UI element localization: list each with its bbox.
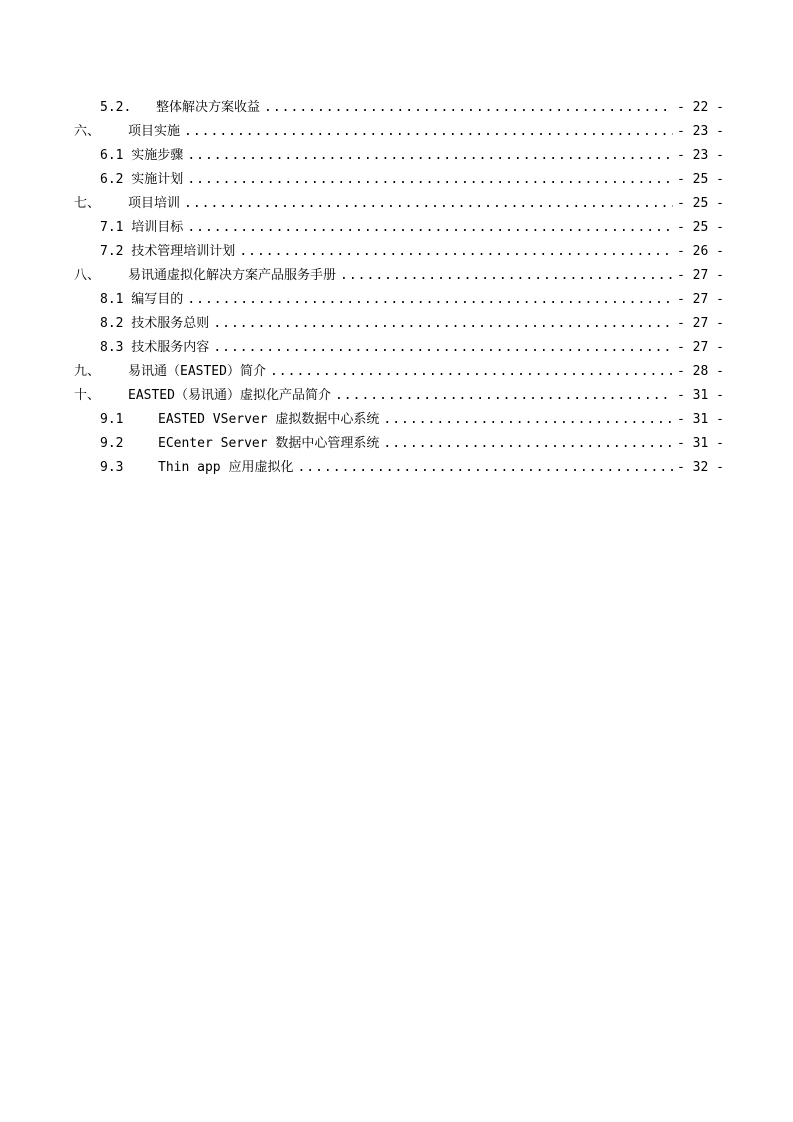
toc-entry-title: ECenter Server 数据中心管理系统 <box>158 436 380 451</box>
toc-entry-9-1[interactable] <box>74 408 724 432</box>
toc-leader-dots <box>270 360 673 384</box>
toc-leader-dots <box>239 240 673 264</box>
toc-entry-number: 9.3 <box>100 460 124 475</box>
toc-entry-title: 项目实施 <box>128 124 181 139</box>
toc-entry-title: 项目培训 <box>128 196 181 211</box>
toc-leader-dots <box>213 312 673 336</box>
toc-entry-chapter-9[interactable] <box>74 360 724 384</box>
toc-entry-page: - 27 - <box>677 292 724 307</box>
toc-entry-title: 6.2 实施计划 <box>100 172 184 187</box>
toc-entry-title: 整体解决方案收益 <box>156 100 261 115</box>
toc-leader-dots <box>340 264 673 288</box>
toc-leader-dots <box>383 408 673 432</box>
toc-entry-page: - 23 - <box>677 124 724 139</box>
toc-entry-title: EASTED VServer 虚拟数据中心系统 <box>158 412 380 427</box>
toc-entry-title: Thin app 应用虚拟化 <box>158 460 294 475</box>
toc-entry-title: 6.1 实施步骤 <box>100 148 184 163</box>
table-of-contents <box>74 96 724 480</box>
toc-entry-title: 8.1 编写目的 <box>100 292 184 307</box>
toc-entry-page: - 32 - <box>677 460 724 475</box>
toc-entry-page: - 22 - <box>677 100 724 115</box>
toc-entry-title: 7.1 培训目标 <box>100 220 184 235</box>
toc-entry-title: 8.3 技术服务内容 <box>100 340 210 355</box>
toc-entry-chapter-10[interactable] <box>74 384 724 408</box>
toc-entry-number: 九、 <box>74 364 101 379</box>
toc-leader-dots <box>187 168 673 192</box>
toc-entry-9-3[interactable] <box>74 456 724 480</box>
toc-leader-dots <box>335 384 673 408</box>
toc-entry-page: - 31 - <box>677 388 724 403</box>
toc-entry-number: 六、 <box>74 124 101 139</box>
toc-leader-dots <box>187 288 673 312</box>
toc-entry-page: - 31 - <box>677 436 724 451</box>
toc-entry-8-1[interactable] <box>74 288 724 312</box>
toc-leader-dots <box>383 432 673 456</box>
toc-entry-page: - 23 - <box>677 148 724 163</box>
toc-entry-chapter-8[interactable] <box>74 264 724 288</box>
toc-entry-5-2[interactable] <box>74 96 724 120</box>
toc-entry-9-2[interactable] <box>74 432 724 456</box>
toc-leader-dots <box>184 120 673 144</box>
toc-leader-dots <box>264 96 673 120</box>
toc-entry-title: EASTED（易讯通）虚拟化产品简介 <box>128 388 331 403</box>
toc-entry-page: - 27 - <box>677 268 724 283</box>
toc-entry-6-1[interactable] <box>74 144 724 168</box>
toc-entry-page: - 28 - <box>677 364 724 379</box>
toc-entry-7-1[interactable] <box>74 216 724 240</box>
toc-entry-title: 7.2 技术管理培训计划 <box>100 244 236 259</box>
toc-entry-page: - 25 - <box>677 220 724 235</box>
toc-leader-dots <box>187 216 673 240</box>
toc-entry-title: 易讯通虚拟化解决方案产品服务手册 <box>128 268 337 283</box>
toc-entry-chapter-6[interactable] <box>74 120 724 144</box>
toc-entry-page: - 27 - <box>677 340 724 355</box>
toc-entry-number: 十、 <box>74 388 101 403</box>
toc-entry-chapter-7[interactable] <box>74 192 724 216</box>
toc-leader-dots <box>297 456 673 480</box>
toc-entry-8-2[interactable] <box>74 312 724 336</box>
toc-entry-page: - 31 - <box>677 412 724 427</box>
toc-entry-page: - 27 - <box>677 316 724 331</box>
toc-entry-title: 8.2 技术服务总则 <box>100 316 210 331</box>
toc-entry-6-2[interactable] <box>74 168 724 192</box>
toc-entry-8-3[interactable] <box>74 336 724 360</box>
toc-entry-number: 9.2 <box>100 436 124 451</box>
toc-entry-page: - 25 - <box>677 172 724 187</box>
toc-entry-title: 易讯通（EASTED）简介 <box>128 364 266 379</box>
toc-entry-number: 9.1 <box>100 412 124 427</box>
toc-entry-number: 七、 <box>74 196 101 211</box>
toc-leader-dots <box>187 144 673 168</box>
toc-leader-dots <box>184 192 673 216</box>
toc-entry-number: 八、 <box>74 268 101 283</box>
toc-leader-dots <box>213 336 673 360</box>
toc-entry-page: - 26 - <box>677 244 724 259</box>
toc-entry-number: 5.2. <box>100 100 132 115</box>
toc-entry-7-2[interactable] <box>74 240 724 264</box>
toc-entry-page: - 25 - <box>677 196 724 211</box>
